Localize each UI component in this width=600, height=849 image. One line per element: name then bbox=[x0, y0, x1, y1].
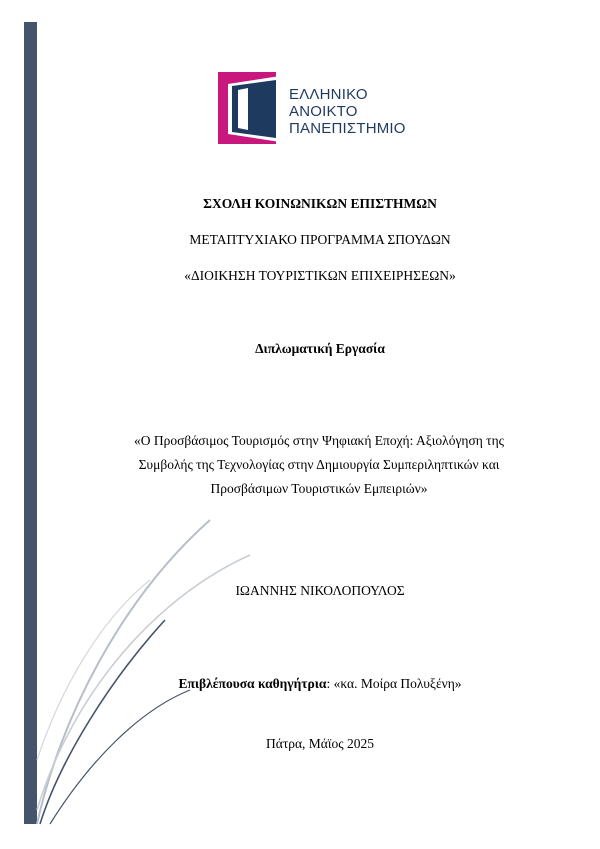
thesis-title bbox=[80, 429, 558, 501]
document-type: Διπλωματική Εργασία bbox=[255, 341, 385, 356]
supervisor-line bbox=[40, 676, 600, 692]
supervisor-separator: : bbox=[326, 676, 331, 691]
logo-line-1: ΕΛΛΗΝΙΚΟ bbox=[289, 86, 368, 103]
supervisor-label: Επιβλέπουσα καθηγήτρια bbox=[178, 676, 327, 691]
thesis-title-line-1: «Ο Προσβάσιμος Τουρισμός στην Ψηφιακή Εποχή: Αξιολόγηση της bbox=[133, 433, 505, 448]
author-name: ΙΩΑΝΝΗΣ ΝΙΚΟΛΟΠΟΥΛΟΣ bbox=[235, 583, 405, 598]
thesis-title-line-3: Προσβάσιμων Τουριστικών Εμπειριών» bbox=[210, 481, 428, 496]
program-title: ΜΕΤΑΠΤΥΧΙΑΚΟ ΠΡΟΓΡΑΜΜΑ ΣΠΟΥΔΩΝ bbox=[189, 232, 451, 247]
logo-line-3: ΠΑΝΕΠΙΣΤΗΜΙΟ bbox=[289, 120, 406, 137]
program-name: «ΔΙΟΙΚΗΣΗ ΤΟΥΡΙΣΤΙΚΩΝ ΕΠΙΧΕΙΡΗΣΕΩΝ» bbox=[184, 268, 456, 283]
logo-line-2: ΑΝΟΙΚΤΟ bbox=[289, 103, 358, 120]
university-name bbox=[289, 86, 406, 137]
school-name: ΣΧΟΛΗ ΚΟΙΝΩΝΙΚΩΝ ΕΠΙΣΤΗΜΩΝ bbox=[203, 196, 437, 211]
supervisor-name: «κα. Μοίρα Πολυξένη» bbox=[333, 676, 462, 691]
place-date: Πάτρα, Μάϊος 2025 bbox=[266, 736, 374, 751]
thesis-title-line-2: Συμβολής της Τεχνολογίας στην Δημιουργία Συμπεριληπτικών και bbox=[138, 457, 500, 472]
